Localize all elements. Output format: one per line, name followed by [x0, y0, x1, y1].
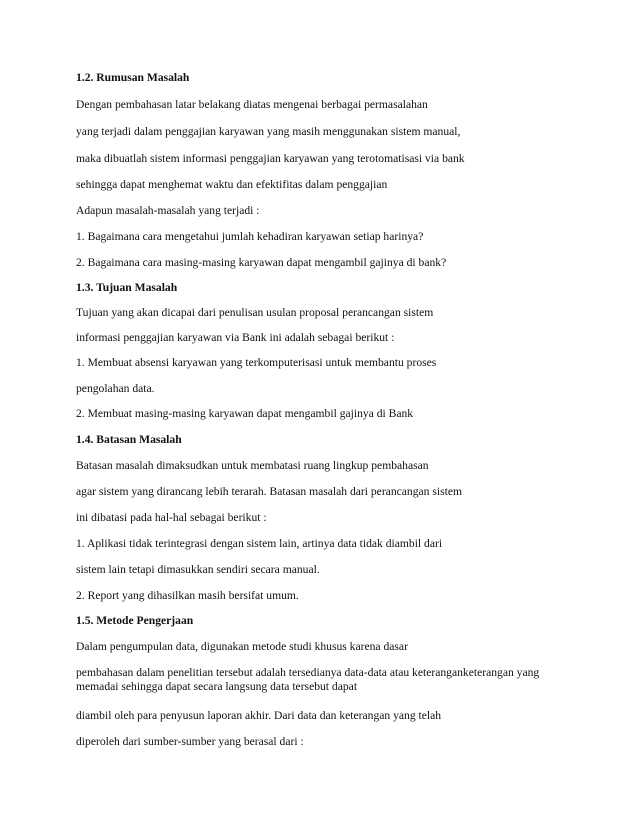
- paragraph-line: informasi penggajian karyawan via Bank ini adalah sebagai berikut :: [76, 331, 395, 344]
- paragraph-line: pengolahan data.: [76, 382, 155, 395]
- heading-batasan-masalah: 1.4. Batasan Masalah: [76, 433, 182, 446]
- paragraph-line: maka dibuatlah sistem informasi penggajian karyawan yang terotomatisasi via bank: [76, 152, 465, 165]
- paragraph-line: Tujuan yang akan dicapai dari penulisan usulan proposal perancangan sistem: [76, 306, 434, 319]
- list-item: 2. Bagaimana cara masing-masing karyawan dapat mengambil gajinya di bank?: [76, 256, 447, 269]
- list-item: 1. Bagaimana cara mengetahui jumlah kehadiran karyawan setiap harinya?: [76, 230, 424, 243]
- list-item: 2. Report yang dihasilkan masih bersifat umum.: [76, 589, 299, 602]
- paragraph-line: sistem lain tetapi dimasukkan sendiri secara manual.: [76, 563, 320, 576]
- list-item: 2. Membuat masing-masing karyawan dapat mengambil gajinya di Bank: [76, 407, 414, 420]
- paragraph-line: Dalam pengumpulan data, digunakan metode studi khusus karena dasar: [76, 640, 408, 653]
- paragraph-line: Dengan pembahasan latar belakang diatas mengenai berbagai permasalahan: [76, 98, 428, 111]
- paragraph-line: yang terjadi dalam penggajian karyawan yang masih menggunakan sistem manual,: [76, 125, 461, 138]
- paragraph-line: Adapun masalah-masalah yang terjadi :: [76, 204, 260, 217]
- heading-tujuan-masalah: 1.3. Tujuan Masalah: [76, 281, 178, 294]
- list-item: 1. Membuat absensi karyawan yang terkomputerisasi untuk membantu proses: [76, 356, 437, 369]
- heading-metode-pengerjaan: 1.5. Metode Pengerjaan: [76, 614, 194, 627]
- paragraph-line: pembahasan dalam penelitian tersebut adalah tersedianya data-data atau keteranganketerangan yang memadai sehingga dapat secara langsung data tersebut dapat: [76, 666, 540, 693]
- paragraph-line: sehingga dapat menghemat waktu dan efektifitas dalam penggajian: [76, 178, 388, 191]
- paragraph-line: diambil oleh para penyusun laporan akhir. Dari data dan keterangan yang telah: [76, 709, 442, 722]
- paragraph-line: Batasan masalah dimaksudkan untuk membatasi ruang lingkup pembahasan: [76, 459, 429, 472]
- list-item: 1. Aplikasi tidak terintegrasi dengan sistem lain, artinya data tidak diambil dari: [76, 537, 443, 550]
- heading-rumusan-masalah: 1.2. Rumusan Masalah: [76, 71, 190, 84]
- paragraph-line: agar sistem yang dirancang lebih terarah. Batasan masalah dari perancangan sistem: [76, 485, 462, 498]
- paragraph-line: ini dibatasi pada hal-hal sebagai berikut :: [76, 511, 267, 524]
- paragraph-line: diperoleh dari sumber-sumber yang berasal dari :: [76, 735, 304, 748]
